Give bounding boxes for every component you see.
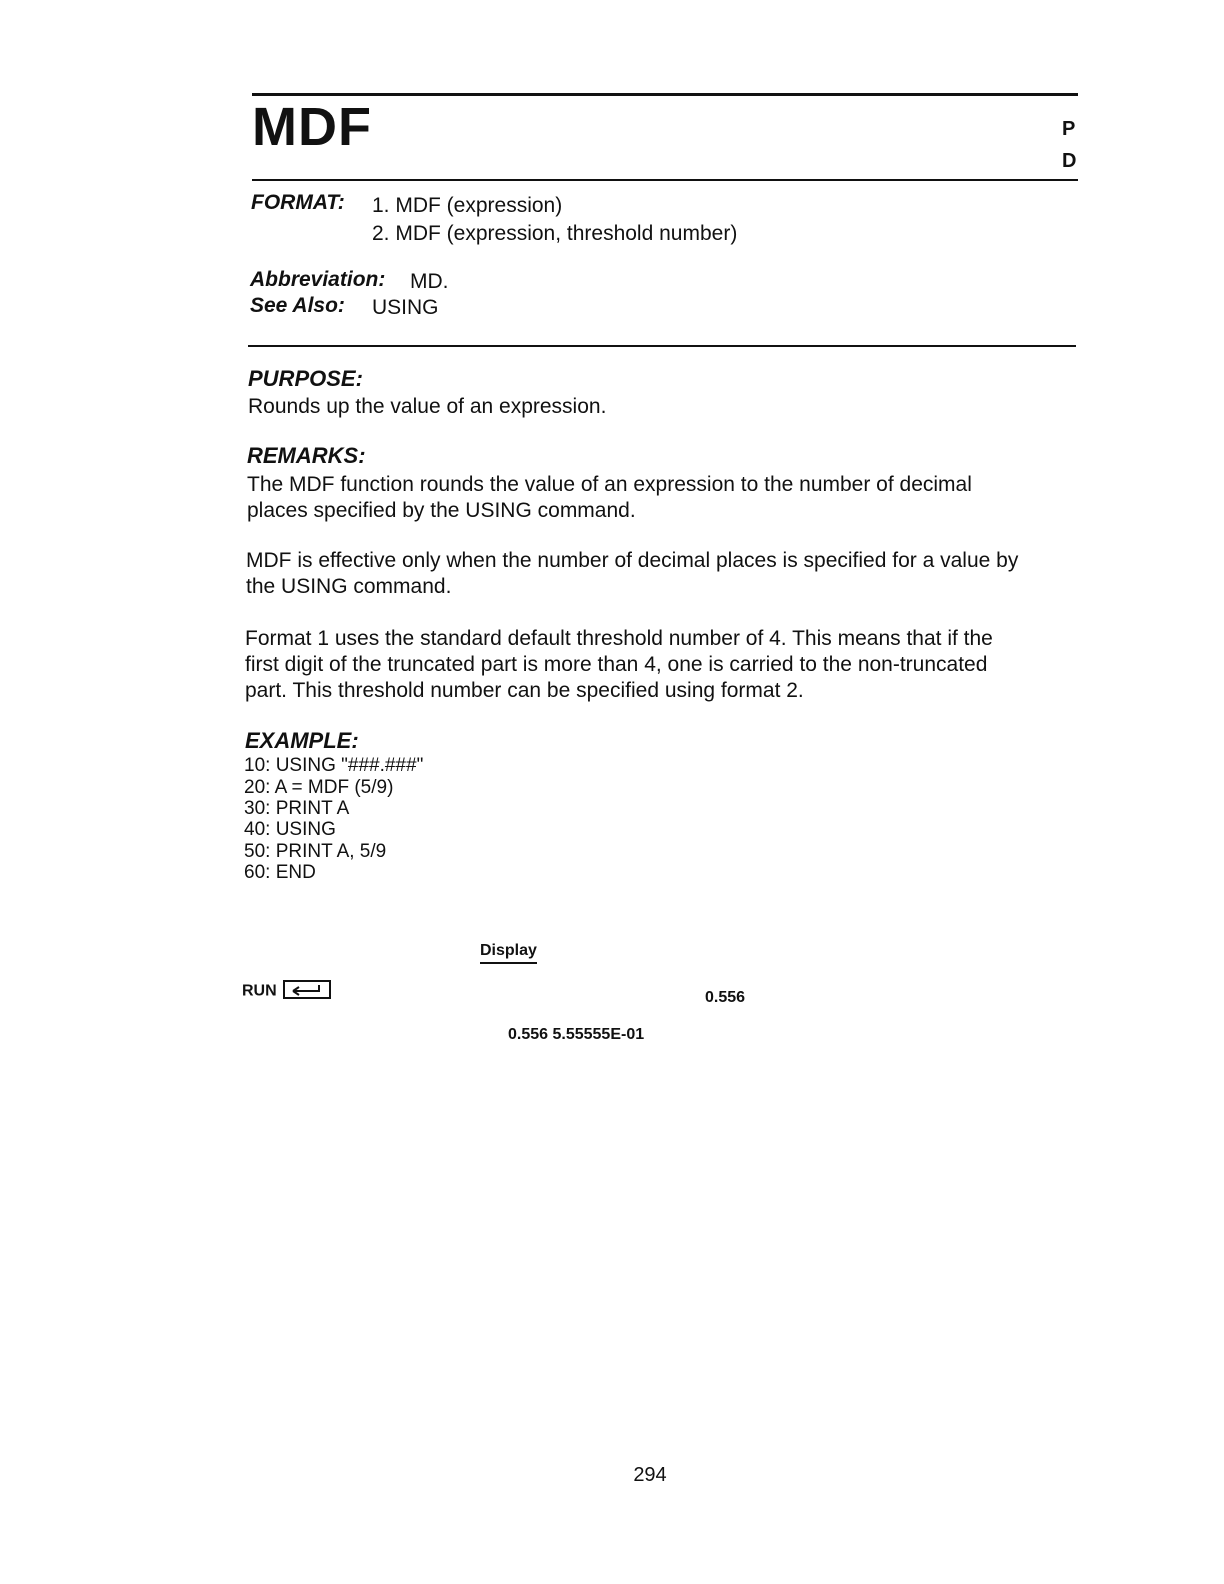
remarks-line: The MDF function rounds the value of an expression to the number of decimal (247, 473, 972, 496)
header-top-rule (252, 93, 1078, 96)
purpose-text: Rounds up the value of an expression. (248, 395, 607, 418)
see-also-label: See Also: (250, 294, 345, 317)
purpose-heading: PURPOSE: (248, 366, 363, 391)
see-also-value: USING (372, 296, 439, 319)
code-line: 10: USING "###.###" (244, 755, 424, 776)
code-line: 60: END (244, 862, 316, 883)
remarks-line: MDF is effective only when the number of decimal places is specified for a value by (246, 549, 1019, 572)
remarks-line: first digit of the truncated part is more than 4, one is carried to the non-truncated (245, 653, 988, 676)
run-key-row (242, 982, 331, 1001)
code-line: 40: USING (244, 819, 336, 840)
format-line-2: 2. MDF (expression, threshold number) (372, 222, 738, 245)
header-bottom-rule (252, 179, 1078, 181)
mode-badge-p: P (1062, 118, 1076, 140)
code-line: 50: PRINT A, 5/9 (244, 841, 387, 862)
section-rule (248, 345, 1076, 347)
abbreviation-label: Abbreviation: (250, 268, 386, 291)
format-line-1: 1. MDF (expression) (372, 194, 563, 217)
page-title: MDF (252, 97, 372, 157)
remarks-heading: REMARKS: (247, 443, 366, 468)
remarks-line: the USING command. (246, 575, 452, 598)
format-label: FORMAT: (251, 191, 345, 214)
abbreviation-value: MD. (410, 270, 449, 293)
remarks-line: places specified by the USING command. (247, 499, 636, 522)
display-result-2: 0.556 5.55555E-01 (508, 1026, 645, 1043)
code-line: 30: PRINT A (244, 798, 350, 819)
display-result-1: 0.556 (705, 989, 746, 1006)
mode-badge-d: D (1062, 150, 1077, 172)
run-label: RUN (242, 982, 277, 1000)
remarks-line: part. This threshold number can be specified using format 2. (245, 679, 804, 702)
enter-key-icon (283, 980, 331, 999)
example-heading: EXAMPLE: (245, 728, 359, 753)
display-header: Display (480, 942, 537, 964)
code-line: 20: A = MDF (5/9) (244, 777, 394, 798)
page-number: 294 (633, 1464, 667, 1486)
remarks-line: Format 1 uses the standard default threshold number of 4. This means that if the (245, 627, 993, 650)
